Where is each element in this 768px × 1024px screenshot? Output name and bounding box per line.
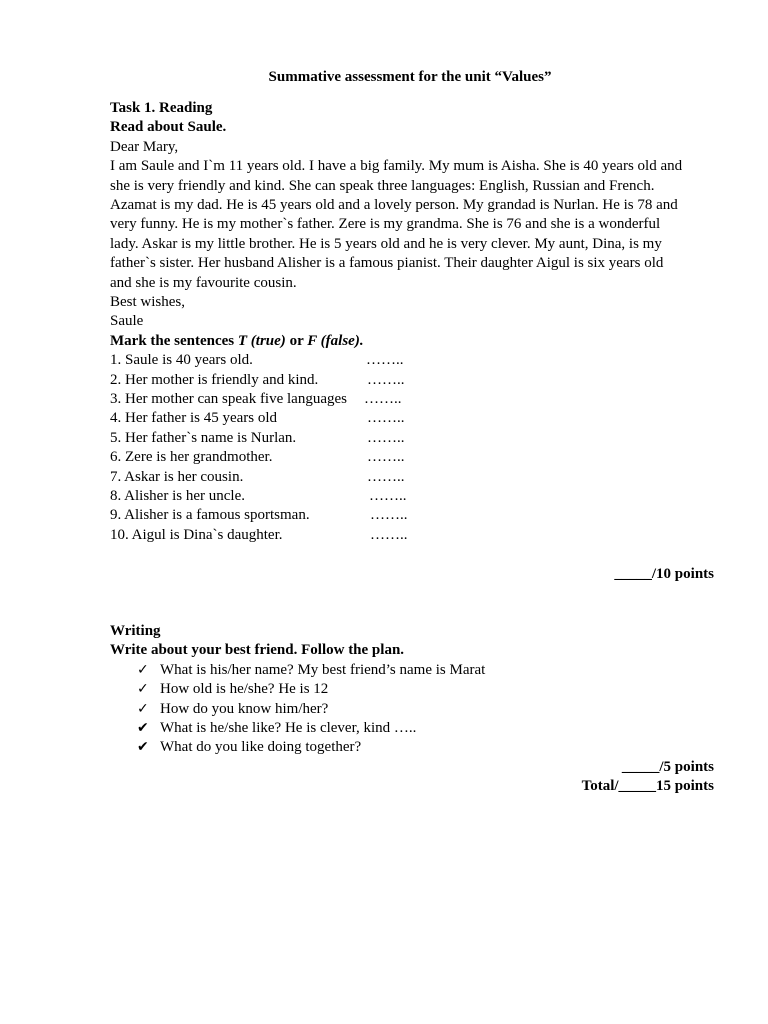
answer-blank[interactable]: …….. [367,410,405,427]
answer-blank[interactable]: …….. [370,507,408,524]
writing-subheading: Write about your best friend. Follow the plan. [110,642,405,659]
letter-line: Saule [110,313,144,330]
instruction-or: or [285,332,308,349]
plan-item [110,661,714,680]
letter-line: I am Saule and I`m 11 years old. I have a big family. My mum is Aisha. She is 40 years old and [110,158,683,175]
document-body [110,99,714,797]
instruction-true: T (true) [237,332,286,349]
statement-row [110,429,714,448]
statement-row [110,409,714,428]
statement-row [110,448,714,467]
letter [110,138,714,332]
instruction-prefix: Mark the sentences [110,332,238,349]
total-points: Total/_____15 points [581,778,714,795]
statement-row [110,468,714,487]
statement-text: 8. Alisher is her uncle. [110,488,245,505]
letter-line: very funny. He is my mother`s father. Zere is my grandma. She is 76 and she is a wonderful [110,216,661,233]
letter-line: she is very friendly and kind. She can speak three languages: English, Russian and French. [110,177,655,194]
answer-blank[interactable]: …….. [367,371,405,388]
plan-item [110,700,714,719]
statement-list [110,351,714,545]
plan-item [110,680,714,699]
instruction-false: F (false). [307,332,364,349]
check-icon: ✓ [137,700,149,717]
page-title: Summative assessment for the unit “Values” [268,69,552,85]
task1-subheading: Read about Saule. [110,119,227,136]
statement-text: 4. Her father is 45 years old [110,410,278,427]
spacer [110,545,714,564]
statement-text: 9. Alisher is a famous sportsman. [110,507,310,524]
letter-line: father`s sister. Her husband Alisher is a famous pianist. Their daughter Aigul is six years old [110,255,664,272]
statement-row [110,487,714,506]
answer-blank[interactable]: …….. [367,449,405,466]
plan-item-text: How do you know him/her? [160,700,329,717]
check-icon: ✓ [137,661,149,678]
answer-blank[interactable]: …….. [367,468,405,485]
reading-points: _____/10 points [614,565,714,582]
letter-line: Best wishes, [110,294,185,311]
statement-text: 6. Zere is her grandmother. [110,449,273,466]
statement-row [110,526,714,545]
plan-item-text: What is his/her name? My best friend’s name is Marat [160,661,486,678]
letter-line: Azamat is my dad. He is 45 years old and a lovely person. My grandad is Nurlan. He is 78 and [110,197,678,214]
answer-blank[interactable]: …….. [370,526,408,543]
check-icon: ✓ [137,681,149,698]
task1-heading: Task 1. Reading [110,100,213,116]
statement-text: 7. Askar is her cousin. [110,468,244,485]
plan-item-text: How old is he/she? He is 12 [160,681,329,698]
letter-line: Dear Mary, [110,138,179,155]
plan-item-text: What do you like doing together? [160,739,362,756]
answer-blank[interactable]: …….. [367,429,405,446]
statement-text: 5. Her father`s name is Nurlan. [110,429,297,446]
writing-points: _____/5 points [621,758,714,775]
writing-heading: Writing [110,622,161,639]
answer-blank[interactable]: …….. [369,488,407,505]
statement-text: 1. Saule is 40 years old. [110,352,253,369]
plan-item-text: What is he/she like? He is clever, kind ….. [160,719,417,736]
spacer [110,584,714,622]
statement-text: 2. Her mother is friendly and kind. [110,371,319,388]
statement-row [110,351,714,370]
statement-row [110,390,714,409]
answer-blank[interactable]: …….. [364,391,402,408]
letter-line: and she is my favourite cousin. [110,274,297,291]
check-icon: ✔ [137,739,149,756]
statement-row [110,371,714,390]
plan-item [110,738,714,757]
true-false-instruction [110,332,714,351]
statement-row [110,506,714,525]
answer-blank[interactable]: …….. [366,352,404,369]
statement-text: 10. Aigul is Dina`s daughter. [110,526,283,543]
writing-plan-list [110,661,714,758]
plan-item [110,719,714,738]
letter-line: lady. Askar is my little brother. He is 5 years old and he is very clever. My aunt, Dina, is my [110,235,662,252]
check-icon: ✔ [137,719,149,736]
statement-text: 3. Her mother can speak five languages [110,391,347,408]
